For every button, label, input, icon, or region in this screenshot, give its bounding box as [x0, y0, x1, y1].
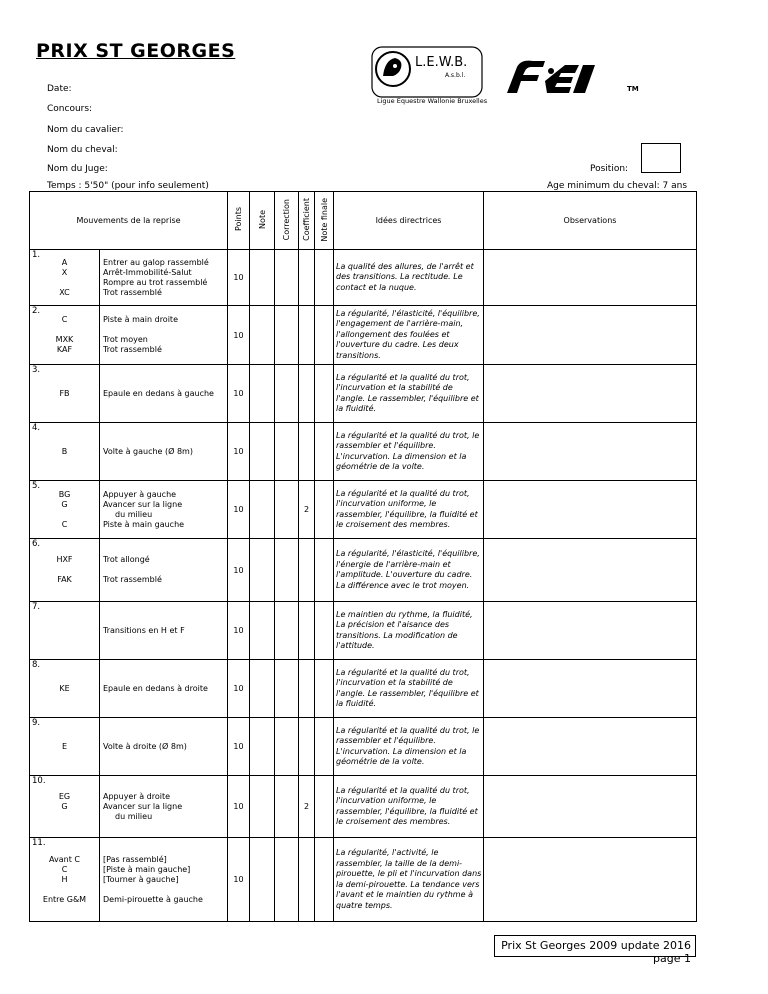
points-cell: 10 — [228, 602, 250, 660]
movement-letters — [30, 660, 100, 718]
movement-letters — [30, 481, 100, 539]
letter-line: B — [61, 446, 68, 456]
move-line — [103, 565, 227, 575]
note-finale-cell[interactable] — [315, 306, 334, 365]
note-finale-cell[interactable] — [315, 602, 334, 660]
movement-description — [100, 306, 228, 365]
table-header-row — [30, 192, 697, 250]
movement-letters — [30, 423, 100, 481]
letter-line: HXF — [56, 555, 73, 564]
table-row — [30, 602, 697, 660]
move-line: Trot allongé — [103, 555, 150, 564]
idees-directrices-cell: La qualité des allures, de l'arrêt et des transitions. La rectitude. Le contact et la nuque. — [334, 250, 484, 306]
note-finale-cell[interactable] — [315, 838, 334, 922]
table-row — [30, 250, 697, 306]
col-movements: Mouvements de la reprise — [30, 192, 228, 250]
position-label: Position: — [590, 164, 629, 174]
coefficient-cell — [299, 306, 315, 365]
score-table — [29, 191, 697, 922]
move-line: Appuyer à gauche — [103, 489, 177, 499]
movement-description — [100, 776, 228, 838]
letter-line: Avant C — [49, 854, 80, 864]
col-observations: Observations — [484, 192, 697, 250]
juge-label: Nom du Juge: — [47, 164, 108, 174]
coefficient-cell: 2 — [299, 481, 315, 539]
note-finale-cell[interactable] — [315, 776, 334, 838]
col-points: Points — [234, 207, 243, 232]
observations-cell[interactable] — [484, 539, 697, 602]
observations-cell[interactable] — [484, 660, 697, 718]
date-label: Date: — [47, 84, 72, 94]
idees-directrices-cell: La régularité, l'activité, le rassembler, la taille de la demi-pirouette, le pli et l'incurvation dans la demi-pirouette. La tendance vers l'avant et le maintien du rythme à quatre temps. — [334, 838, 484, 922]
idees-directrices-cell: La régularité et la qualité du trot, l'incurvation et la stabilité de l'angle. Le rassembler, l'équilibre et la fluidité. — [334, 660, 484, 718]
movement-description — [100, 423, 228, 481]
letter-line: XC — [59, 287, 70, 297]
observations-cell[interactable] — [484, 365, 697, 423]
letter-line: EG — [58, 791, 71, 801]
note-cell[interactable] — [250, 660, 275, 718]
position-box[interactable] — [641, 143, 681, 173]
concours-label: Concours: — [47, 104, 93, 114]
letter-line: A — [61, 257, 68, 267]
table-row — [30, 481, 697, 539]
note-finale-cell[interactable] — [315, 718, 334, 776]
note-finale-cell[interactable] — [315, 539, 334, 602]
observations-cell[interactable] — [484, 602, 697, 660]
move-line: Volte à gauche (Ø 8m) — [103, 446, 193, 456]
correction-cell[interactable] — [275, 481, 299, 539]
move-line: Arrêt-Immobilité-Salut — [103, 267, 192, 277]
move-line — [103, 885, 227, 895]
move-line: Trot rassemblé — [103, 287, 162, 297]
idees-directrices-cell: La régularité, l'élasticité, l'équilibre, l'engagement de l'arrière-main, l'allongement des foulées et l'ouverture du cadre. Les deux transitions. — [334, 306, 484, 365]
correction-cell[interactable] — [275, 776, 299, 838]
movement-number: 7. — [32, 602, 41, 612]
points-cell: 10 — [228, 481, 250, 539]
correction-cell[interactable] — [275, 365, 299, 423]
movement-description — [100, 539, 228, 602]
letter-line: FAK — [57, 575, 72, 584]
table-row — [30, 838, 697, 922]
coefficient-cell — [299, 365, 315, 423]
idees-directrices-cell: La régularité et la qualité du trot, l'incurvation et la stabilité de l'angle. Le rassembler, l'équilibre et la fluidité. — [334, 365, 484, 423]
move-line: Epaule en dedans à gauche — [103, 388, 214, 398]
movement-number: 5. — [32, 481, 41, 491]
letter-line: KE — [59, 683, 70, 693]
letter-line — [30, 885, 99, 895]
move-line: [Pas rassemblé] — [103, 854, 167, 864]
move-line: Avancer sur la ligne — [103, 499, 183, 509]
movement-number: 9. — [32, 718, 41, 728]
observations-cell[interactable] — [484, 481, 697, 539]
lewb-caption: Ligue Equestre Wallonie Bruxelles — [377, 97, 488, 105]
note-finale-cell[interactable] — [315, 660, 334, 718]
move-line: Transitions en H et F — [103, 625, 185, 635]
idees-directrices-cell: La régularité et la qualité du trot, l'incurvation uniforme, le rassembler, l'équilibre, la fluidité et le croisement des membres. — [334, 481, 484, 539]
lewb-sub: A.s.b.l. — [445, 72, 466, 79]
note-cell[interactable] — [250, 481, 275, 539]
move-line: Piste à main droite — [103, 315, 178, 324]
letter-line: MXK — [55, 335, 74, 344]
points-cell: 10 — [228, 539, 250, 602]
points-cell: 10 — [228, 306, 250, 365]
points-cell: 10 — [228, 776, 250, 838]
movement-description — [100, 602, 228, 660]
movement-letters — [30, 539, 100, 602]
coefficient-cell — [299, 838, 315, 922]
col-note: Note — [257, 210, 267, 229]
letter-line: FB — [59, 388, 70, 398]
correction-cell[interactable] — [275, 306, 299, 365]
observations-cell[interactable] — [484, 306, 697, 365]
col-idees: Idées directrices — [334, 192, 484, 250]
observations-cell[interactable] — [484, 718, 697, 776]
fei-logo — [505, 55, 645, 100]
observations-cell[interactable] — [484, 838, 697, 922]
movement-number: 8. — [32, 660, 41, 670]
movement-number: 3. — [32, 365, 41, 375]
letter-line: C — [61, 864, 68, 874]
letter-line: H — [61, 874, 68, 884]
note-cell[interactable] — [250, 776, 275, 838]
points-cell: 10 — [228, 423, 250, 481]
age-label: Age minimum du cheval: 7 ans — [547, 181, 688, 191]
page-footer: Prix St Georges 2009 update 2016 page 1 — [494, 935, 696, 957]
move-line: du milieu — [115, 811, 153, 821]
correction-cell[interactable] — [275, 718, 299, 776]
note-cell[interactable] — [250, 306, 275, 365]
move-line: [Piste à main gauche] — [103, 864, 191, 874]
coefficient-cell — [299, 250, 315, 306]
movement-description — [100, 481, 228, 539]
move-line: Volte à droite (Ø 8m) — [103, 741, 187, 751]
letter-line: G — [61, 499, 68, 509]
table-row — [30, 423, 697, 481]
correction-cell[interactable] — [275, 539, 299, 602]
table-row — [30, 306, 697, 365]
movement-number: 11. — [32, 838, 46, 848]
correction-cell[interactable] — [275, 660, 299, 718]
points-cell: 10 — [228, 250, 250, 306]
letter-line: C — [61, 315, 68, 324]
move-line: Demi-pirouette à gauche — [103, 894, 203, 904]
observations-cell[interactable] — [484, 423, 697, 481]
col-coefficient: Coefficient — [302, 198, 311, 241]
letter-line — [30, 278, 99, 288]
move-line: Trot moyen — [103, 335, 148, 344]
coefficient-cell — [299, 423, 315, 481]
move-line: [Tourner à gauche] — [103, 874, 179, 884]
idees-directrices-cell: La régularité et la qualité du trot, le rassembler et l'équilibre. L'incurvation. La dimension et la géométrie de la volte. — [334, 718, 484, 776]
movement-number: 1. — [32, 250, 41, 260]
table-row — [30, 718, 697, 776]
move-line: Trot rassemblé — [103, 345, 162, 354]
letter-line: C — [61, 519, 68, 529]
points-cell: 10 — [228, 838, 250, 922]
lewb-text: L.E.W.B. — [415, 55, 468, 70]
movement-number: 6. — [32, 539, 41, 549]
fei-tm: TM — [627, 85, 639, 93]
table-row — [30, 776, 697, 838]
note-cell[interactable] — [250, 250, 275, 306]
move-line: Epaule en dedans à droite — [103, 683, 208, 693]
move-line: Trot rassemblé — [103, 575, 162, 584]
movement-description — [100, 838, 228, 922]
note-finale-cell[interactable] — [315, 250, 334, 306]
movement-letters — [30, 306, 100, 365]
col-correction: Correction — [282, 198, 291, 241]
movement-number: 10. — [32, 776, 46, 786]
note-cell[interactable] — [250, 539, 275, 602]
idees-directrices-cell: La régularité et la qualité du trot, l'incurvation uniforme, le rassembler, l'équilibre, la fluidité et le croisement des membres. — [334, 776, 484, 838]
note-cell[interactable] — [250, 602, 275, 660]
move-line — [103, 325, 227, 335]
col-note-finale: Note finale — [319, 197, 329, 242]
table-row — [30, 660, 697, 718]
movement-description — [100, 365, 228, 423]
letter-line — [30, 565, 99, 575]
note-finale-cell[interactable] — [315, 423, 334, 481]
movement-letters — [30, 776, 100, 838]
correction-cell[interactable] — [275, 602, 299, 660]
movement-letters — [30, 365, 100, 423]
cavalier-label: Nom du cavalier: — [47, 125, 124, 135]
coefficient-cell: 2 — [299, 776, 315, 838]
move-line: du milieu — [115, 509, 153, 519]
move-line: Rompre au trot rassemblé — [103, 277, 208, 287]
letter-line: E — [61, 741, 68, 751]
correction-cell[interactable] — [275, 250, 299, 306]
idees-directrices-cell: Le maintien du rythme, la fluidité, La précision et l'aisance des transitions. La modification de l'attitude. — [334, 602, 484, 660]
letter-line: G — [61, 801, 68, 811]
points-cell: 10 — [228, 660, 250, 718]
letter-line: BG — [58, 489, 71, 499]
note-cell[interactable] — [250, 423, 275, 481]
movement-description — [100, 660, 228, 718]
coefficient-cell — [299, 602, 315, 660]
letter-line: Entre G&M — [42, 894, 87, 904]
letter-line — [30, 626, 99, 636]
movement-letters — [30, 602, 100, 660]
idees-directrices-cell: La régularité, l'élasticité, l'équilibre, l'énergie de l'arrière-main et l'amplitude. L'ouverture du cadre. La différence avec le trot moyen. — [334, 539, 484, 602]
movement-number: 2. — [32, 306, 41, 316]
coefficient-cell — [299, 660, 315, 718]
idees-directrices-cell: La régularité et la qualité du trot, le rassembler et l'équilibre. L'incurvation. La dimension et la géométrie de la volte. — [334, 423, 484, 481]
note-finale-cell[interactable] — [315, 481, 334, 539]
note-cell[interactable] — [250, 838, 275, 922]
note-finale-cell[interactable] — [315, 365, 334, 423]
points-cell: 10 — [228, 718, 250, 776]
letter-line: X — [61, 267, 68, 277]
movement-number: 4. — [32, 423, 41, 433]
page-title: PRIX ST GEORGES — [36, 40, 236, 62]
note-cell[interactable] — [250, 718, 275, 776]
movement-letters — [30, 250, 100, 306]
coefficient-cell — [299, 539, 315, 602]
letter-line — [30, 812, 99, 822]
points-cell: 10 — [228, 365, 250, 423]
letter-line: KAF — [56, 345, 73, 354]
lewb-logo — [371, 46, 488, 106]
movement-description — [100, 718, 228, 776]
correction-cell[interactable] — [275, 423, 299, 481]
observations-cell[interactable] — [484, 250, 697, 306]
letter-line — [30, 510, 99, 520]
move-line: Appuyer à droite — [103, 791, 170, 801]
move-line: Entrer au galop rassemblé — [103, 257, 209, 267]
temps-label: Temps : 5'50" (pour info seulement) — [47, 181, 209, 191]
coefficient-cell — [299, 718, 315, 776]
move-line: Piste à main gauche — [103, 519, 185, 529]
move-line: Avancer sur la ligne — [103, 801, 183, 811]
movement-letters — [30, 718, 100, 776]
correction-cell[interactable] — [275, 838, 299, 922]
table-row — [30, 365, 697, 423]
cheval-label: Nom du cheval: — [47, 145, 118, 155]
note-cell[interactable] — [250, 365, 275, 423]
movement-letters — [30, 838, 100, 922]
table-row — [30, 539, 697, 602]
movement-description — [100, 250, 228, 306]
letter-line — [30, 325, 99, 335]
observations-cell[interactable] — [484, 776, 697, 838]
